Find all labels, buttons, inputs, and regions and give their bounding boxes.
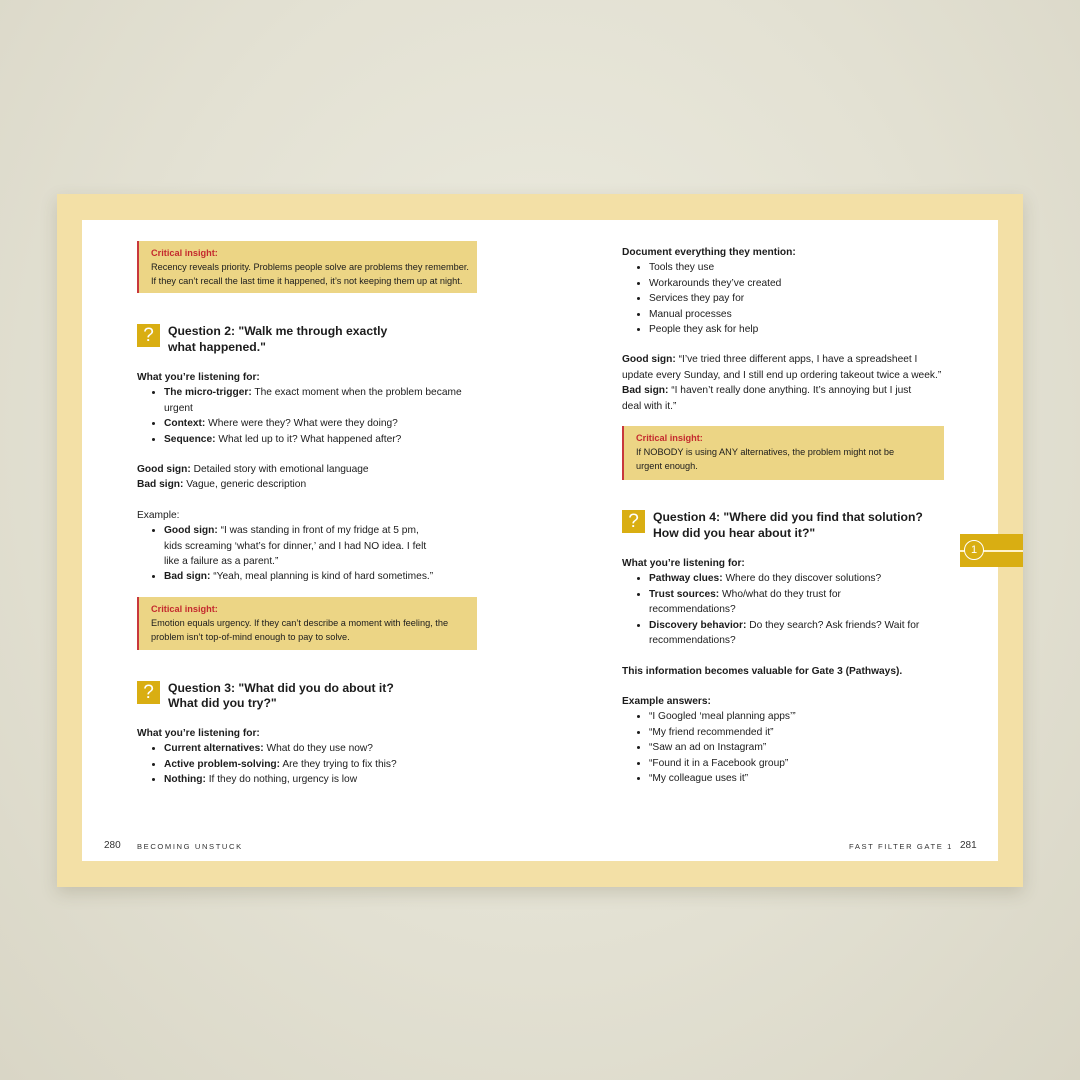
page-number-left: 280 (104, 840, 121, 851)
list-item: • “Saw an ad on Instagram” (649, 740, 952, 755)
question-4-title: Question 4: "Where did you find that solution? How did you hear about it?" (653, 510, 923, 540)
list-item: • “I Googled ‘meal planning apps’” (649, 709, 952, 724)
list-item: • “Found it in a Facebook group” (649, 756, 952, 771)
book-spread (57, 194, 1023, 887)
example-label: Example: (137, 509, 180, 521)
list-item: • Tools they use (649, 260, 952, 275)
chapter-tab (960, 534, 1023, 567)
insight-text: Emotion equals urgency. If they can’t describe a moment with feeling, the problem isn’t top-of-mind enough to pay to solve. (151, 617, 449, 642)
listening-label: What you’re listening for: (137, 727, 260, 739)
example-answers-list (622, 709, 952, 786)
listening-list (622, 571, 929, 648)
bad-sign: Bad sign: Vague, generic description (137, 479, 307, 491)
list-item: • The micro-trigger: The exact moment when the problem became urgent (164, 385, 477, 416)
question-mark-icon: ? (137, 681, 160, 704)
list-item: • “My colleague uses it” (649, 771, 952, 786)
list-item: • Manual processes (649, 307, 952, 322)
running-head-right: FAST FILTER GATE 1 (849, 842, 953, 851)
list-item: • People they ask for help (649, 322, 952, 337)
critical-insight-box (137, 597, 477, 650)
document-list (622, 260, 952, 337)
question-4-heading (622, 510, 952, 541)
left-page-column (137, 220, 477, 788)
list-item: • Bad sign: “Yeah, meal planning is kind of hard sometimes.” (164, 569, 434, 584)
right-page-column (622, 220, 952, 786)
page-number-right: 281 (960, 840, 977, 851)
question-3-heading (137, 681, 477, 712)
critical-insight-box (137, 241, 477, 293)
question-3-title: Question 3: "What did you do about it? What did you try?" (168, 680, 394, 711)
insight-title: Critical insight: (151, 248, 218, 258)
list-item: • Current alternatives: What do they use now? (164, 741, 477, 756)
chapter-number-badge: 1 (964, 540, 984, 560)
list-item: • Nothing: If they do nothing, urgency is low (164, 772, 477, 787)
list-item: • Good sign: “I was standing in front of my fridge at 5 pm, kids screaming ‘what’s for dinner,’ and I had NO idea. I felt like a failure as a parent.” (164, 523, 434, 569)
insight-title: Critical insight: (151, 603, 218, 614)
list-item: • Pathway clues: Where do they discover solutions? (649, 571, 929, 586)
listening-label: What you’re listening for: (137, 372, 260, 383)
list-item: • Sequence: What led up to it? What happened after? (164, 432, 477, 447)
bad-sign: Bad sign: “I haven’t really done anything. It’s annoying but I just deal with it.” (622, 385, 912, 412)
list-item: • Active problem-solving: Are they trying to fix this? (164, 757, 477, 772)
list-item: • Context: Where were they? What were they doing? (164, 416, 477, 431)
list-item: • “My friend recommended it” (649, 725, 952, 740)
critical-insight-box (622, 426, 944, 480)
running-head-left: BECOMING UNSTUCK (137, 842, 243, 851)
list-item: • Trust sources: Who/what do they trust for recommendations? (649, 587, 929, 618)
question-mark-icon: ? (137, 324, 160, 347)
list-item: • Services they pay for (649, 291, 952, 306)
good-sign: Good sign: Detailed story with emotional language (137, 464, 369, 476)
listening-list (137, 741, 477, 787)
insight-text: Recency reveals priority. Problems people solve are problems they remember. (151, 262, 469, 272)
question-2-heading (137, 324, 477, 355)
question-mark-icon: ? (622, 510, 645, 533)
insight-text: If NOBODY is using ANY alternatives, the problem might not be urgent enough. (636, 447, 895, 472)
good-sign: Good sign: “I’ve tried three different apps, I have a spreadsheet I update every Sunday, and I still end up ordering takeout twice a week.” (622, 354, 942, 381)
page-area (82, 220, 998, 861)
insight-title: Critical insight: (636, 433, 703, 444)
example-list (137, 523, 434, 585)
document-label: Document everything they mention: (622, 247, 796, 258)
insight-text: If they can’t recall the last time it happened, it’s not keeping them up at night. (151, 276, 463, 286)
list-item: • Discovery behavior: Do they search? Ask friends? Wait for recommendations? (649, 618, 929, 649)
list-item: • Workarounds they’ve created (649, 276, 952, 291)
valuable-note: This information becomes valuable for Gate 3 (Pathways). (622, 665, 903, 677)
listening-list (137, 385, 477, 447)
example-answers-label: Example answers: (622, 695, 711, 707)
listening-label: What you’re listening for: (622, 558, 745, 570)
question-2-title: Question 2: "Walk me through exactly what happened." (168, 324, 388, 354)
